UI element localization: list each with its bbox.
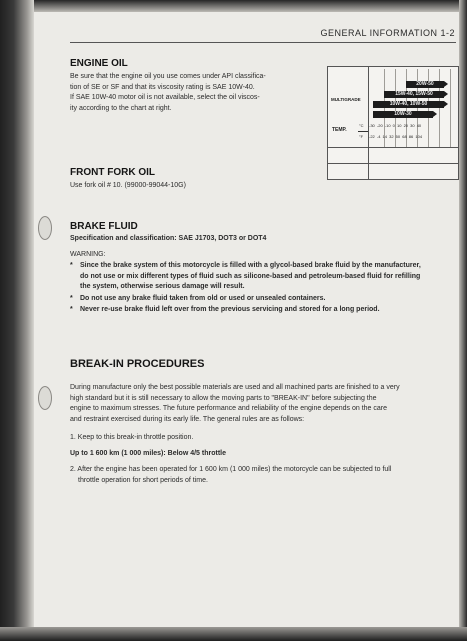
- engine-oil-line: ity according to the chart at right.: [70, 104, 172, 112]
- warning-line: Since the brake system of this motorcycle is filled with a glycol-based brake fluid by the manufacturer,: [80, 262, 421, 269]
- chart-gridline: [450, 69, 451, 147]
- fahrenheit-ticks: -22 -4 14 32 50 68 86 104: [369, 134, 423, 139]
- break-in-rule-1: 1. Keep to this break-in throttle position.: [70, 434, 194, 441]
- binder-hole: [38, 216, 52, 240]
- scan-edge-top: [0, 0, 467, 12]
- break-in-rule-2: [70, 465, 455, 486]
- warning-bullet: *: [70, 262, 73, 269]
- fahrenheit-unit: °F: [359, 134, 364, 139]
- scan-edge-right: [459, 0, 467, 641]
- engine-oil-heading: ENGINE OIL: [70, 58, 128, 69]
- warning-item: [80, 261, 460, 293]
- warning-line: the system, otherwise serious damage will result.: [80, 283, 245, 291]
- warning-bullet: *: [70, 306, 73, 313]
- header-section: GENERAL INFORMATION: [320, 28, 438, 38]
- break-in-heading: BREAK-IN PROCEDURES: [70, 358, 205, 370]
- warning-item: Do not use any brake fluid taken from old or used or unsealed containers.: [80, 295, 326, 302]
- engine-oil-line: Be sure that the engine oil you use comes under API classifica-: [70, 73, 266, 80]
- grade-bar-10w30: 10W-30: [373, 111, 433, 118]
- front-fork-oil-text: Use fork oil # 10. (99000-99044-10G): [70, 182, 186, 189]
- warning-bullet: *: [70, 295, 73, 302]
- warning-line: do not use or mix different types of fluid such as silicone-based and petroleum-based fluid for refilling: [80, 272, 421, 280]
- warning-item: Never re-use brake fluid left over from the previous servicing and stored for a long period.: [80, 306, 380, 313]
- scan-edge-left: [0, 0, 34, 641]
- break-in-rule-2-line: 2. After the engine has been operated for 1 600 km (1 000 miles) the motorcycle can be subjected to full: [70, 466, 392, 473]
- running-header: [255, 28, 455, 38]
- break-in-rule-2-line: throttle operation for short periods of time.: [78, 476, 208, 484]
- grade-bar-20w50: 20W-50: [406, 81, 444, 88]
- temp-arrow: [358, 131, 368, 132]
- chart-temp-rule: [328, 147, 458, 148]
- chart-temp-label: TEMP.: [332, 127, 347, 133]
- break-in-rule-1-detail: Up to 1 600 km (1 000 miles): Below 4/5 throttle: [70, 450, 226, 457]
- engine-oil-line: tion of SE or SF and that its viscosity rating is SAE 10W-40.: [70, 83, 255, 91]
- grade-bar-15w40-15w50: 15W-40, 15W-50: [384, 91, 444, 98]
- engine-oil-paragraph: [70, 72, 325, 114]
- celsius-unit: °C: [359, 123, 364, 128]
- break-in-line: During manufacture only the best possible materials are used and all machined parts are finished to a very: [70, 384, 400, 391]
- break-in-line: engine to maximum stresses. The future performance and reliability of the engine depends on the care: [70, 405, 387, 413]
- break-in-line: high standard but it is still necessary to allow the moving parts to "BREAK-IN" before subjecting the: [70, 394, 377, 402]
- header-rule: [70, 42, 456, 43]
- brake-fluid-spec: Specification and classification: SAE J1703, DOT3 or DOT4: [70, 235, 267, 242]
- break-in-paragraph: [70, 383, 455, 425]
- brake-fluid-heading: BRAKE FLUID: [70, 221, 138, 232]
- chart-temp-rule: [328, 163, 458, 164]
- grade-bar-10w40-10w50: 10W-40, 10W-50: [373, 101, 444, 108]
- chart-row-label: MULTIGRADE: [331, 97, 361, 102]
- engine-oil-line: If SAE 10W-40 motor oil is not available, select the oil viscos-: [70, 94, 260, 102]
- binder-hole: [38, 386, 52, 410]
- header-page-number: 1-2: [440, 28, 455, 38]
- front-fork-oil-heading: FRONT FORK OIL: [70, 167, 155, 178]
- break-in-line: and restraint exercised during its early life. The general rules are as follows:: [70, 415, 305, 423]
- celsius-ticks: -30 -20 -10 0 10 20 30 40: [369, 123, 422, 128]
- scan-edge-bottom: [0, 627, 467, 641]
- brake-fluid-warning-label: WARNING:: [70, 251, 106, 258]
